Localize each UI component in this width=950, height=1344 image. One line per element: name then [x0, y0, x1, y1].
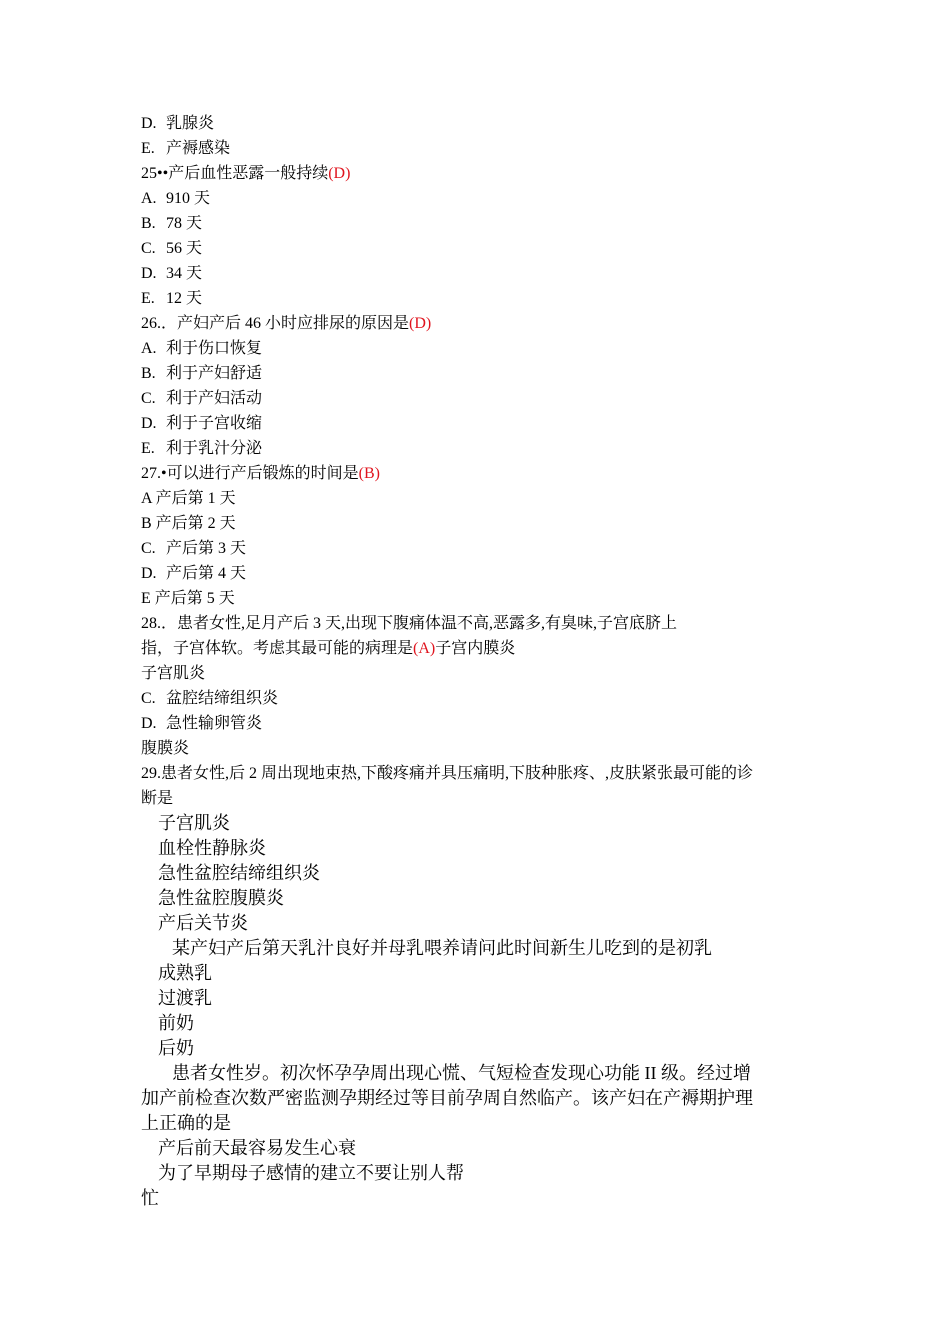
option-text: A 产后第 1 天 — [141, 490, 236, 507]
option-text: 前奶 — [158, 1013, 194, 1033]
option-label: C. — [141, 390, 156, 407]
option-text: 腹膜炎 — [141, 740, 190, 757]
option-text: 利于乳汁分泌 — [166, 440, 263, 457]
option-text: 利于子宫收缩 — [166, 415, 263, 432]
option-line — [141, 664, 205, 684]
option-line — [158, 838, 266, 858]
option-label: A. — [141, 340, 157, 357]
question-line — [141, 789, 173, 809]
question-text: 28.．患者女性,足月产后 3 天,出现下腹痛体温不高,恶露多,有臭味,子宫底脐上 — [141, 615, 678, 632]
option-line — [141, 364, 262, 384]
option-label: D. — [141, 265, 157, 282]
option-line — [141, 489, 236, 509]
option-text: 忙 — [141, 1188, 159, 1208]
option-text: 急性盆腔腹膜炎 — [158, 888, 284, 908]
option-label: A. — [141, 190, 157, 207]
question-line — [141, 764, 753, 784]
option-line — [158, 988, 212, 1008]
option-line — [141, 414, 262, 434]
answer-mark: (A) — [413, 640, 436, 657]
option-text: 急性输卵管炎 — [166, 715, 263, 732]
option-line — [158, 813, 230, 833]
option-label: E. — [141, 290, 155, 307]
option-text: 产后第 4 天 — [166, 565, 247, 582]
option-text: 利于产妇活动 — [166, 390, 263, 407]
option-label: D. — [141, 115, 157, 132]
question-line — [141, 164, 350, 184]
option-line — [158, 1163, 464, 1183]
option-line — [141, 739, 189, 759]
option-text: 盆腔结缔组织炎 — [166, 690, 279, 707]
option-line — [141, 114, 214, 134]
option-text: 12 天 — [166, 290, 203, 307]
question-text: 25••产后血性恶露一般持续 — [141, 165, 329, 182]
option-line — [158, 888, 284, 908]
option-label: E. — [141, 140, 155, 157]
option-text: 子宫肌炎 — [141, 665, 206, 682]
question-text: 29.患者女性,后 2 周出现地束热,下酸疼痛并具压痛明,下肢种胀疼、,皮肤紧张最可能的诊 — [141, 765, 754, 782]
question-line — [141, 614, 677, 634]
option-text: 利于伤口恢复 — [166, 340, 263, 357]
question-line — [141, 314, 431, 334]
option-text: 利于产妇舒适 — [166, 365, 263, 382]
option-line — [141, 264, 202, 284]
option-label: C. — [141, 540, 156, 557]
option-line — [158, 863, 320, 883]
option-line — [141, 714, 262, 734]
option-text: 乳腺炎 — [166, 115, 215, 132]
option-label: D. — [141, 565, 157, 582]
option-line — [141, 214, 202, 234]
option-text: 78 天 — [166, 215, 203, 232]
option-text: 过渡乳 — [158, 988, 212, 1008]
question-line — [141, 1088, 753, 1108]
option-label: C. — [141, 240, 156, 257]
option-label: D. — [141, 415, 157, 432]
option-text: 产褥感染 — [166, 140, 231, 157]
option-line — [141, 289, 202, 309]
option-text: B 产后第 2 天 — [141, 515, 236, 532]
answer-mark: (D) — [409, 315, 432, 332]
option-text: 34 天 — [166, 265, 203, 282]
option-line — [141, 589, 235, 609]
option-line — [158, 963, 212, 983]
option-text: 56 天 — [166, 240, 203, 257]
option-line — [141, 1188, 159, 1208]
option-line — [158, 1138, 356, 1158]
answer-mark: (D) — [328, 165, 351, 182]
option-text: 后奶 — [158, 1038, 194, 1058]
option-text: 急性盆腔结缔组织炎 — [158, 863, 320, 883]
question-text: 指，子宫体软。考虑其最可能的病理是 — [141, 640, 414, 657]
option-text: 子宫内膜炎 — [435, 640, 516, 657]
option-line — [141, 514, 236, 534]
question-line — [141, 464, 380, 484]
option-text: E 产后第 5 天 — [141, 590, 235, 607]
option-line — [158, 1038, 194, 1058]
option-line — [141, 239, 202, 259]
option-line — [141, 564, 246, 584]
answer-mark: (B) — [358, 465, 380, 482]
option-text: 产后前天最容易发生心衰 — [158, 1138, 356, 1158]
question-text: 上正确的是 — [141, 1113, 231, 1133]
option-label: B. — [141, 215, 156, 232]
option-line — [141, 439, 262, 459]
option-line — [141, 689, 278, 709]
option-label: B. — [141, 365, 156, 382]
question-text: 加产前检查次数严密监测孕期经过等目前孕周自然临产。该产妇在产褥期护理 — [141, 1088, 753, 1108]
option-line — [141, 189, 210, 209]
question-line — [172, 938, 712, 958]
option-line — [141, 339, 262, 359]
option-line — [141, 139, 230, 159]
question-text: 27.•可以进行产后锻炼的时间是 — [141, 465, 359, 482]
option-text: 910 天 — [166, 190, 211, 207]
option-text: 产后关节炎 — [158, 913, 248, 933]
question-text: 某产妇产后第天乳汁良好并母乳喂养请问此时间新生儿吃到的是初乳 — [172, 938, 712, 958]
question-line — [141, 639, 515, 659]
option-line — [158, 913, 248, 933]
option-text: 子宫肌炎 — [158, 813, 230, 833]
option-line — [141, 539, 246, 559]
option-label: E. — [141, 440, 155, 457]
option-text: 为了早期母子感情的建立不要让别人帮 — [158, 1163, 464, 1183]
option-text: 产后第 3 天 — [166, 540, 247, 557]
option-text: 血栓性静脉炎 — [158, 838, 266, 858]
question-text: 26.．产妇产后 46 小时应排尿的原因是 — [141, 315, 410, 332]
question-line — [141, 1113, 231, 1133]
option-text: 成熟乳 — [158, 963, 212, 983]
question-text: 患者女性岁。初次怀孕孕周出现心慌、气短检查发现心功能 II 级。经过增 — [172, 1063, 751, 1083]
option-line — [158, 1013, 194, 1033]
option-label: C. — [141, 690, 156, 707]
question-line — [172, 1063, 751, 1083]
question-text: 断是 — [141, 790, 174, 807]
option-label: D. — [141, 715, 157, 732]
option-line — [141, 389, 262, 409]
